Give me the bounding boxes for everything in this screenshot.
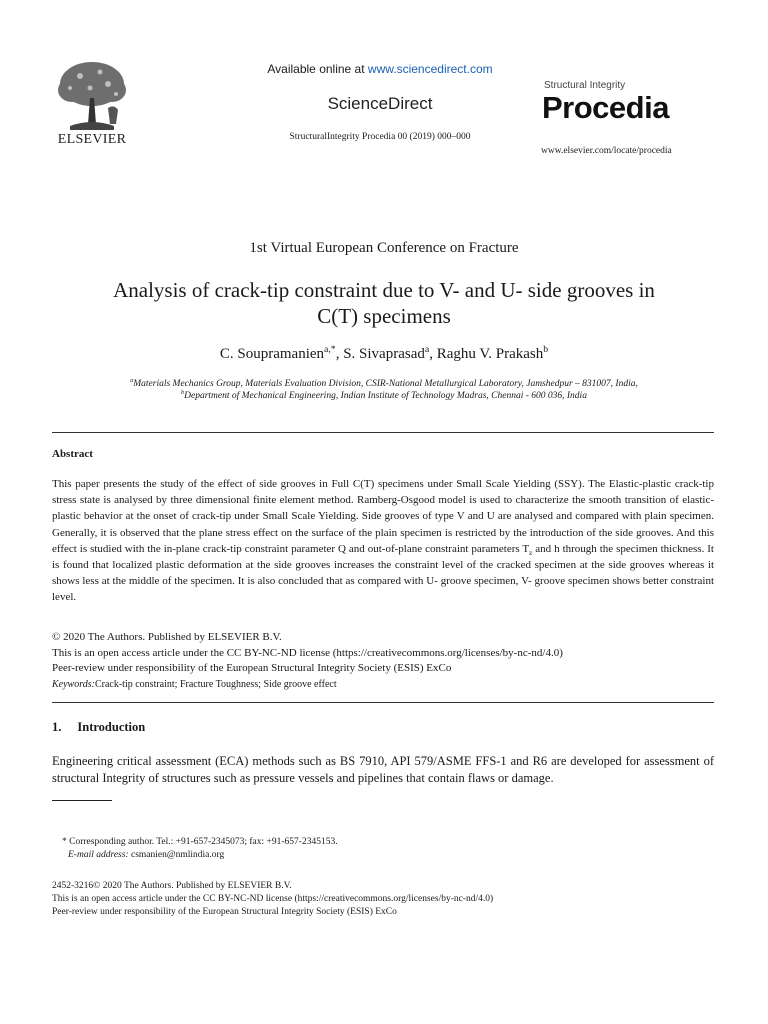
conference-name: 1st Virtual European Conference on Fracture (249, 240, 519, 256)
procedia-logo (540, 76, 710, 132)
author-2-sup: a (424, 344, 430, 355)
footnote-rule (52, 800, 112, 801)
elsevier-tree-icon (50, 58, 134, 134)
abstract-heading: Abstract (52, 448, 93, 460)
abstract-text-1: This paper presents the study of the effect of side grooves in Full C(T) specimens under Small Scale Yielding (SSY). The Elastic-plastic crack-tip stress state is analysed by three dimensional finite element method. Ramberg-Osgood model is used to characterize the smooth transition of elastic-plastic behavior at the onset of crack-tip under Small Scale Yielding. Side grooves of type V and U are analysed and compared with plain specimen. Generally, it is observed that the plane stress effect on the surface of the plain specimen is restricted by the introduction of the side grooves. And this effect is studied with the in-plane crack-tip constraint parameter Q and out-of-plane constraint parameters T (52, 478, 714, 555)
journal-url: www.elsevier.com/locate/procedia (541, 146, 672, 156)
available-online-line (180, 62, 580, 76)
page-footer (52, 880, 714, 919)
intro-heading-number: 1. (52, 720, 62, 734)
footer-line-2: This is an open access article under the CC BY-NC-ND license (https://creativecommons.org/licenses/by-nc-nd/4.0) (52, 894, 494, 904)
intro-paragraph: Engineering critical assessment (ECA) methods such as BS 7910, API 579/ASME FFS-1 and R6 are developed for assessment of structural Integrity of structures such as pressure vessels and pipelines that contain flaws or damage. (52, 754, 714, 785)
affiliation-b-text: Department of Mechanical Engineering, Indian Institute of Technology Madras, Chennai - 600 036, India (184, 391, 587, 401)
footer-line-1: 2452-3216© 2020 The Authors. Published by ELSEVIER B.V. (52, 881, 292, 891)
footnote (62, 836, 702, 862)
abstract-body (52, 476, 714, 606)
author-1-sup: a,* (324, 344, 336, 355)
paper-title (30, 277, 738, 329)
affiliation-a-text: Materials Mechanics Group, Materials Evaluation Division, CSIR-National Metallurgical Laboratory, Jamshedpur – 831007, India, (133, 379, 638, 389)
elsevier-wordmark: ELSEVIER (57, 132, 127, 147)
keywords-text: Crack-tip constraint; Fracture Toughness; Side groove effect (94, 678, 337, 690)
author-3: , Raghu V. Prakash (429, 346, 544, 362)
journal-citation: StructuralIntegrity Procedia 00 (2019) 000–000 (289, 132, 471, 142)
intro-heading (52, 720, 145, 735)
sciencedirect-brand: ScienceDirect (327, 94, 433, 113)
affiliation-a (40, 378, 728, 390)
author-2: , S. Sivaprasad (335, 346, 425, 362)
affiliation-b (40, 390, 728, 402)
affiliation-b-sup: b (181, 389, 185, 396)
affiliations (40, 378, 728, 402)
title-line-2: C(T) specimens (317, 304, 451, 328)
abstract-text-2: and h through the specimen thickness. It is found that localized plastic deformation at the side grooves increases the constraint level of the cracked specimen at the side grooves whereas it shows less at the middle of the specimen. It is also concluded that as compared with U- groove specimen, V- groove specimen shows better constraint level. (52, 542, 714, 604)
email-label: E-mail address: (68, 850, 129, 860)
abstract-top-rule (52, 432, 714, 433)
author-1: C. Soupramanien (219, 346, 325, 362)
procedia-subtitle: Structural Integrity (544, 80, 626, 91)
footer-line-3: Peer-review under responsibility of the European Structural Integrity Society (ESIS) ExCo (52, 907, 397, 917)
author-3-sup: b (543, 344, 549, 355)
title-line-1: Analysis of crack-tip constraint due to V- and U- side grooves in (113, 278, 655, 302)
keywords-line (52, 677, 714, 693)
elsevier-logo (50, 58, 134, 148)
available-prefix: Available online at (267, 62, 368, 76)
copyright-block (52, 630, 714, 692)
intro-heading-text: Introduction (77, 720, 146, 734)
copyright-line-3: Peer-review under responsibility of the European Structural Integrity Society (ESIS) ExCo (52, 662, 452, 674)
email-address: csmanien@nmlindia.org (128, 850, 225, 860)
affiliation-a-sup: a (130, 377, 134, 384)
author-list (40, 346, 728, 363)
sciencedirect-link[interactable]: www.sciencedirect.com (367, 62, 493, 76)
keywords-label: Keywords: (52, 678, 95, 690)
procedia-title: Procedia (542, 90, 669, 125)
email-line (62, 849, 702, 862)
copyright-line-2: This is an open access article under the CC BY-NC-ND license (https://creativecommons.org/licenses/by-nc-nd/4.0) (52, 646, 563, 659)
copyright-line-1: © 2020 The Authors. Published by ELSEVIER B.V. (52, 631, 282, 643)
abstract-bottom-rule (52, 702, 714, 703)
corresponding-author: * Corresponding author. Tel.: +91-657-2345073; fax: +91-657-2345153. (62, 837, 338, 847)
abstract-subscript: z (529, 549, 533, 557)
